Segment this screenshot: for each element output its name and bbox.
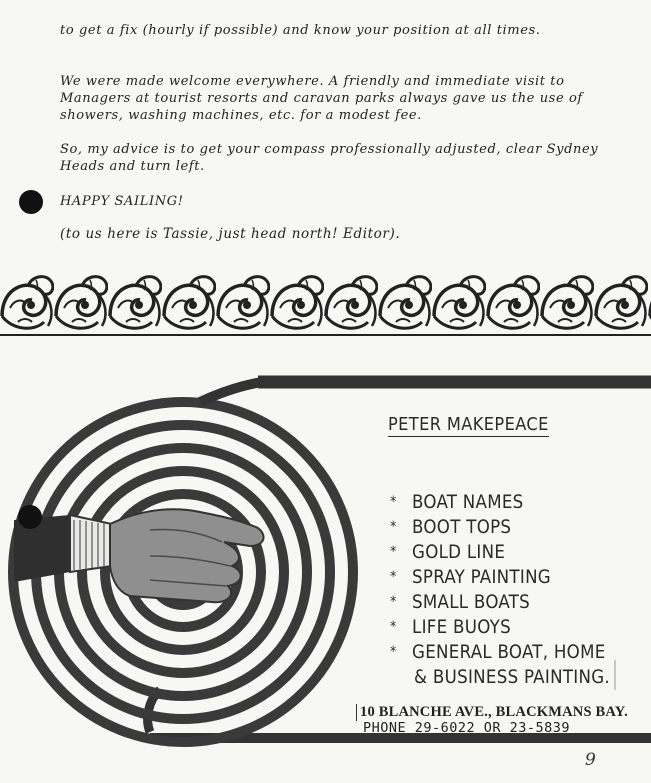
bullet-star-icon: * (390, 519, 397, 535)
services-list (390, 490, 610, 690)
advertiser-address: 10 BLANCHE AVE., BLACKMANS BAY. (356, 704, 628, 721)
punch-hole-bottom (18, 505, 42, 529)
article-para-welcome: We were made welcome everywhere. A friendly and immediate visit to Managers at tourist resorts and caravan parks always gave us the use of showers, washing machines, etc. for a modest fee. (60, 74, 583, 123)
page-number: 9 (585, 750, 596, 770)
bullet-star-icon: * (390, 594, 397, 610)
punch-hole-top (19, 190, 43, 214)
bullet-star-icon: * (390, 644, 397, 660)
service-item: * BOAT NAMES (390, 492, 524, 513)
advertiser-phone: PHONE 29-6022 OR 23-5839 (363, 720, 571, 736)
service-item: * SPRAY PAINTING (390, 567, 552, 588)
editor-note: (to us here is Tassie, just head north! Editor). (60, 226, 401, 242)
service-item-continued: & BUSINESS PAINTING. (414, 667, 611, 688)
service-item: * BOOT TOPS (390, 517, 512, 538)
bullet-star-icon: * (390, 569, 397, 585)
service-item: * GOLD LINE (390, 542, 506, 563)
service-item: * GENERAL BOAT, HOME (390, 642, 606, 663)
service-item: * LIFE BUOYS (390, 617, 511, 638)
advertiser-name: PETER MAKEPEACE (388, 414, 549, 435)
article-para-continued: to get a fix (hourly if possible) and know your position at all times. (60, 23, 541, 38)
ornamental-scroll-border (0, 272, 651, 340)
bullet-star-icon: * (390, 494, 397, 510)
bullet-star-icon: * (390, 544, 397, 560)
article-para-advice: So, my advice is to get your compass professionally adjusted, clear Sydney Heads and turn left. (60, 142, 599, 174)
closing-line: HAPPY SAILING! (60, 194, 184, 209)
bullet-star-icon: * (390, 619, 397, 635)
service-item: * SMALL BOATS (390, 592, 530, 613)
